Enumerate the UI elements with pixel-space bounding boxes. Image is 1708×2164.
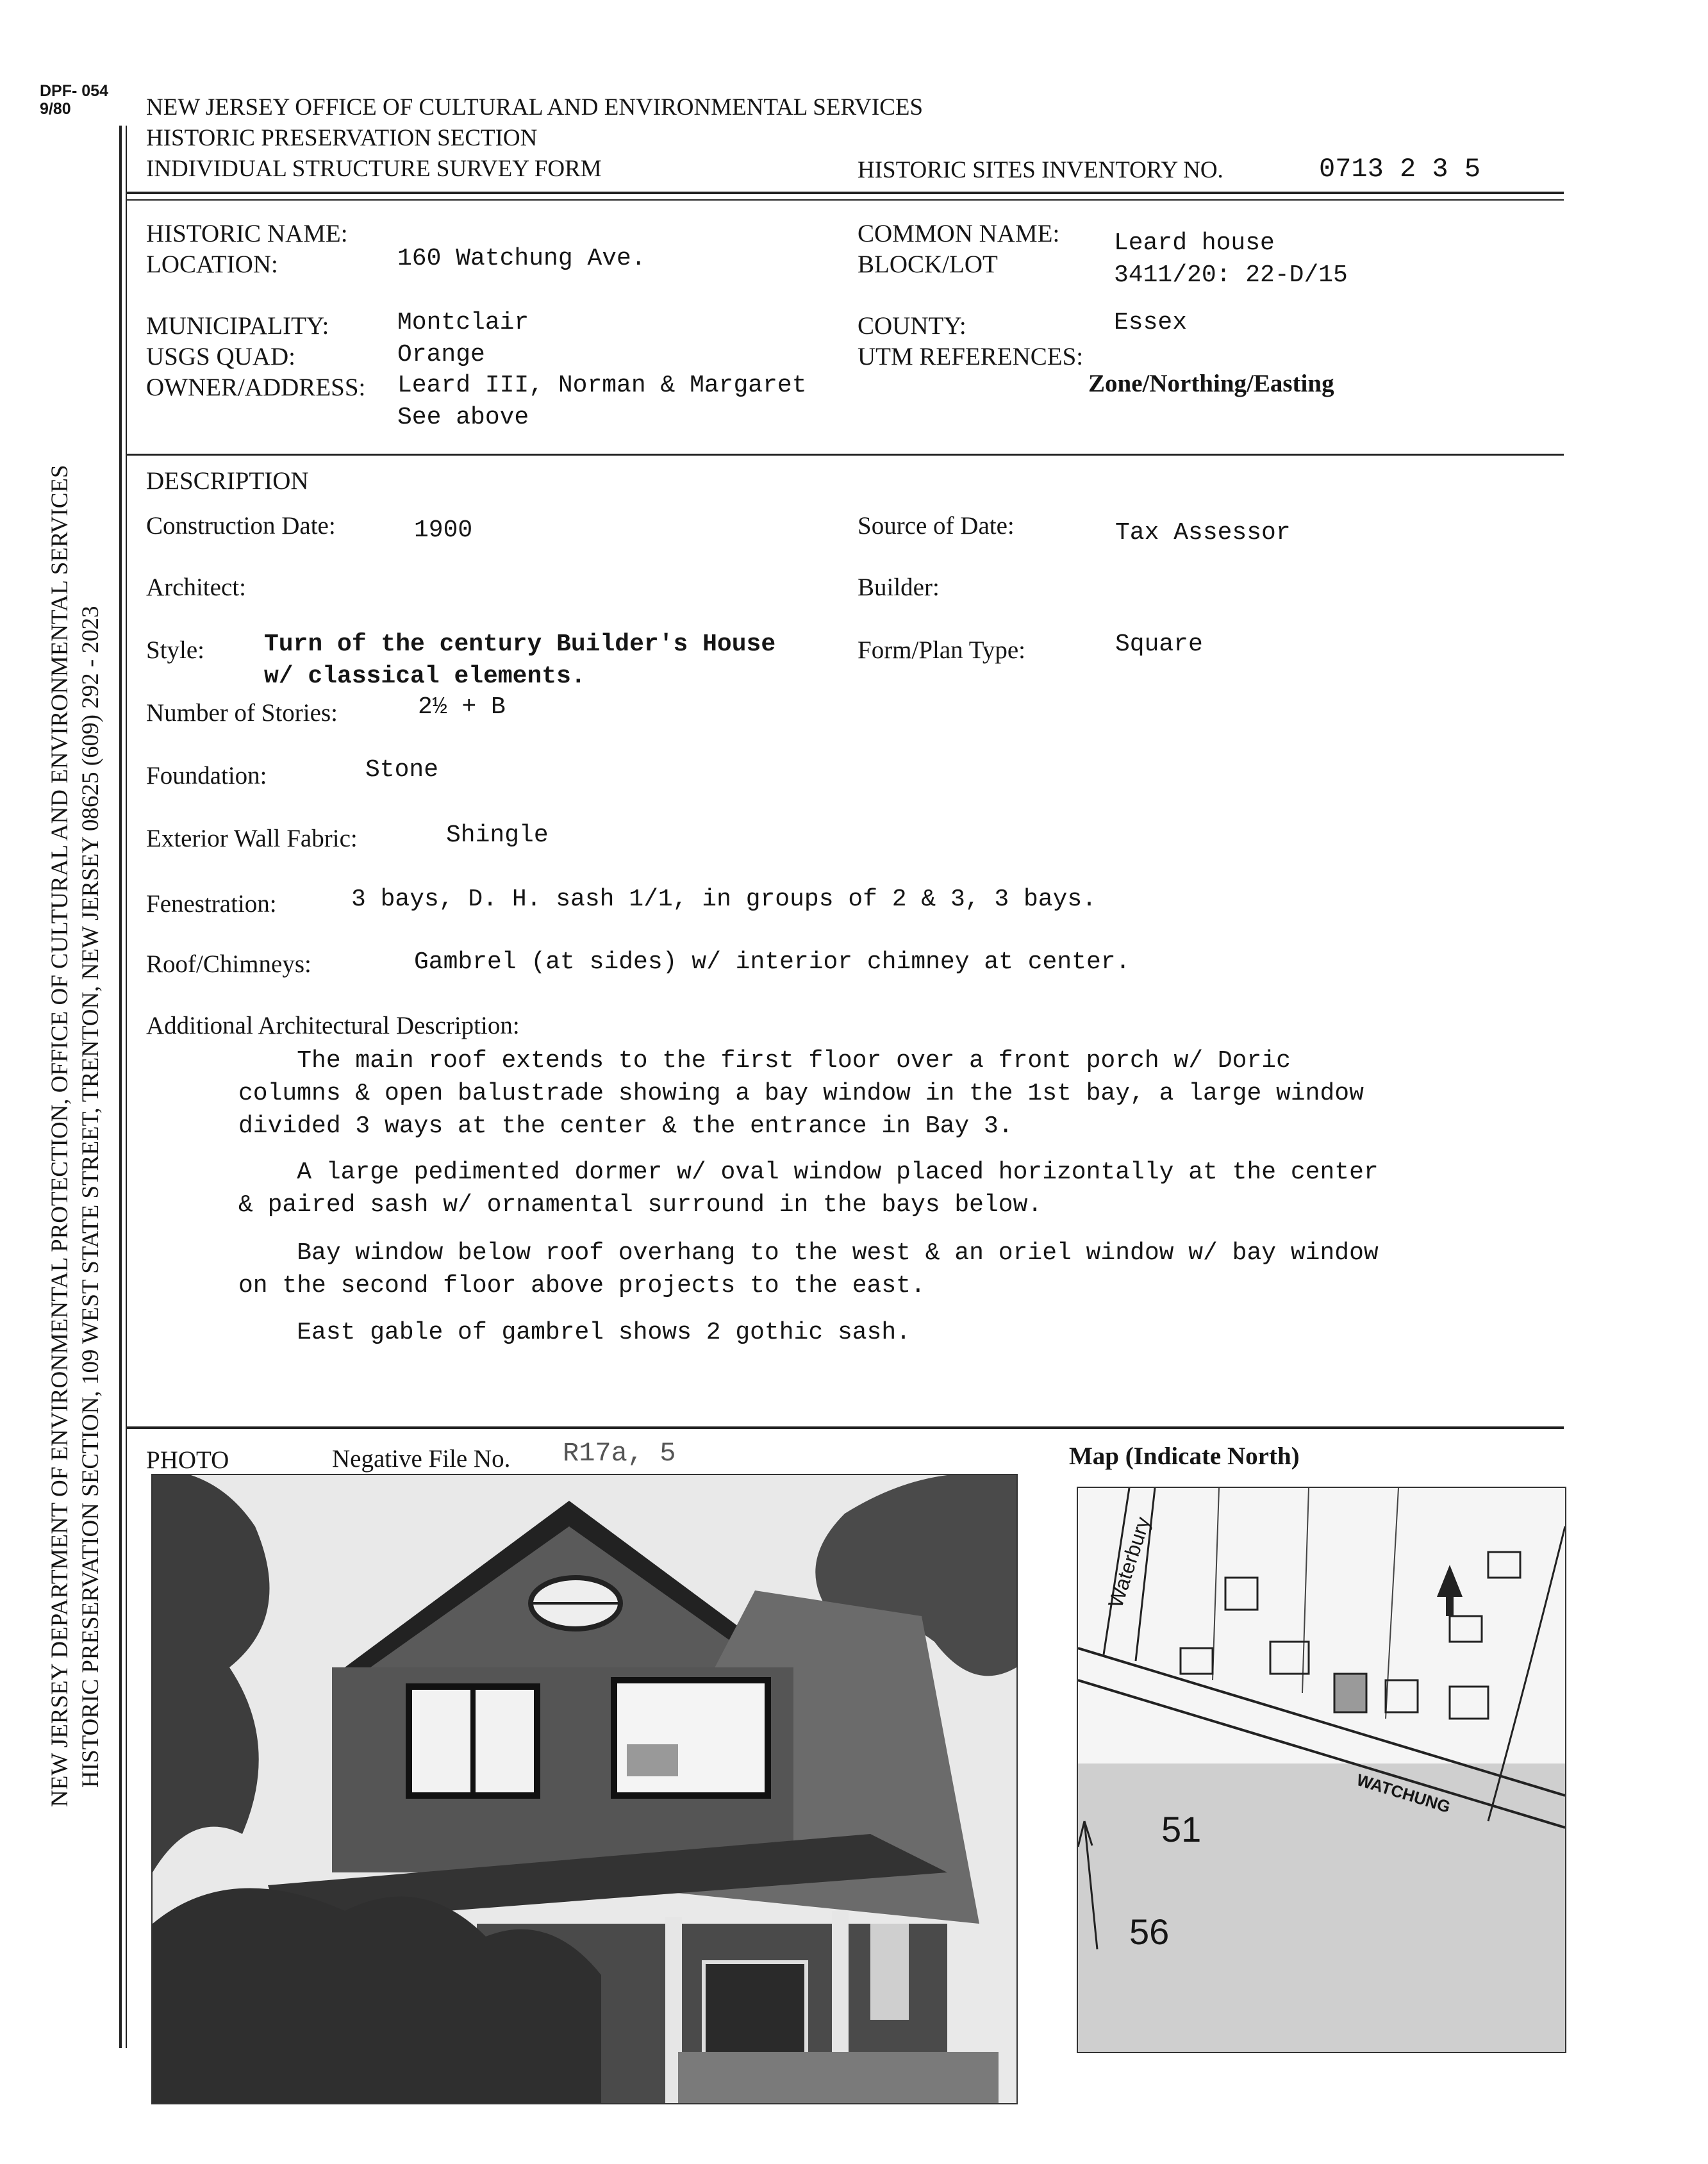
description-paragraph-2: A large pedimented dormer w/ oval window placed horizontally at the center & paired sash w/ ornamental surround in the bays below. [238,1159,1379,1219]
map-label: Map (Indicate North) [1069,1442,1300,1470]
map-illustration [1078,1488,1565,2052]
map-block-51: 51 [1161,1809,1202,1849]
house-photo-illustration [153,1475,1016,2103]
builder-label: Builder: [858,574,940,601]
form-code-number: DPF- 054 [40,82,108,100]
form-code-date: 9/80 [40,100,71,118]
style-value-line1: Turn of the century Builder's House [264,631,776,658]
description-paragraph-4: East gable of gambrel shows 2 gothic sash. [238,1319,911,1346]
utm-label: UTM REFERENCES: [858,343,1084,370]
style-label: Style: [146,636,205,664]
form-plan-label: Form/Plan Type: [858,636,1025,664]
header-rule-thin [126,199,1564,201]
form-plan-value: Square [1115,631,1203,658]
left-border-rule [119,126,122,2048]
utm-value: Zone/Northing/Easting [1088,370,1334,397]
usgs-quad-label: USGS QUAD: [146,343,295,370]
header-section: HISTORIC PRESERVATION SECTION [146,125,538,151]
map-block-56: 56 [1129,1912,1170,1952]
form-code [40,82,108,118]
wall-fabric-label: Exterior Wall Fabric: [146,825,358,852]
map-street-watchung: WATCHUNG [1354,1770,1453,1817]
common-name-value: Leard house [1114,229,1275,257]
header-form-title: INDIVIDUAL STRUCTURE SURVEY FORM [146,156,602,182]
description-paragraph-1: The main roof extends to the first floor over a front porch w/ Doric columns & open balustrade showing a bay window in the 1st bay, a large window divided 3 ways at the center & the entrance in Bay 3. [238,1047,1364,1140]
inventory-number: 0713 2 3 5 [1319,154,1481,185]
historic-name-label: HISTORIC NAME: [146,220,348,247]
foundation-value: Stone [365,756,439,784]
negative-file-value: R17a, 5 [563,1438,676,1469]
owner-label: OWNER/ADDRESS: [146,374,366,401]
house-photo [151,1474,1018,2104]
block-lot-label: BLOCK/LOT [858,251,998,278]
source-of-date-value: Tax Assessor [1115,519,1291,547]
architect-label: Architect: [146,574,246,601]
photo-rule [126,1426,1564,1429]
header-rule [126,192,1564,194]
foundation-label: Foundation: [146,762,267,789]
fenestration-label: Fenestration: [146,890,277,918]
county-label: COUNTY: [858,312,966,340]
stories-label: Number of Stories: [146,699,338,727]
inventory-label: HISTORIC SITES INVENTORY NO. [858,157,1223,183]
description-heading: DESCRIPTION [146,467,309,495]
wall-fabric-value: Shingle [446,822,549,849]
fenestration-value: 3 bays, D. H. sash 1/1, in groups of 2 & 3, 3 bays. [351,886,1097,913]
style-value-line2: w/ classical elements. [264,663,586,690]
location-map [1077,1487,1566,2053]
header-agency: NEW JERSEY OFFICE OF CULTURAL AND ENVIRONMENTAL SERVICES [146,94,924,120]
identity-rule [126,454,1564,456]
side-agency-text: NEW JERSEY DEPARTMENT OF ENVIRONMENTAL PROTECTION, OFFICE OF CULTURAL AND ENVIRONMENTAL SERVICES [47,465,73,1807]
usgs-quad-value: Orange [397,341,485,368]
roof-label: Roof/Chimneys: [146,950,311,978]
description-paragraph-3: Bay window below roof overhang to the west & an oriel window w/ bay window on the second floor above projects to the east. [238,1239,1379,1300]
additional-description-label: Additional Architectural Description: [146,1012,520,1039]
construction-date-value: 1900 [414,516,473,544]
municipality-label: MUNICIPALITY: [146,312,329,340]
location-value: 160 Watchung Ave. [397,245,646,272]
common-name-label: COMMON NAME: [858,220,1060,247]
block-lot-value: 3411/20: 22-D/15 [1114,261,1348,289]
location-label: LOCATION: [146,251,278,278]
side-address-text: HISTORIC PRESERVATION SECTION, 109 WEST STATE STREET, TRENTON, NEW JERSEY 08625 (609) 292 - 2023 [78,606,104,1788]
map-street-waterbury: Waterbury [1104,1514,1155,1611]
stories-value: 2½ + B [418,693,506,721]
negative-file-label: Negative File No. [332,1445,511,1473]
county-value: Essex [1114,309,1188,336]
owner-value: Leard III, Norman & Margaret [397,372,807,399]
photo-label: PHOTO [146,1446,229,1474]
owner-address-value: See above [397,404,529,431]
construction-date-label: Construction Date: [146,512,336,540]
left-border-rule-inner [126,126,127,2048]
source-of-date-label: Source of Date: [858,512,1015,540]
roof-value: Gambrel (at sides) w/ interior chimney at center. [414,948,1131,976]
municipality-value: Montclair [397,309,529,336]
